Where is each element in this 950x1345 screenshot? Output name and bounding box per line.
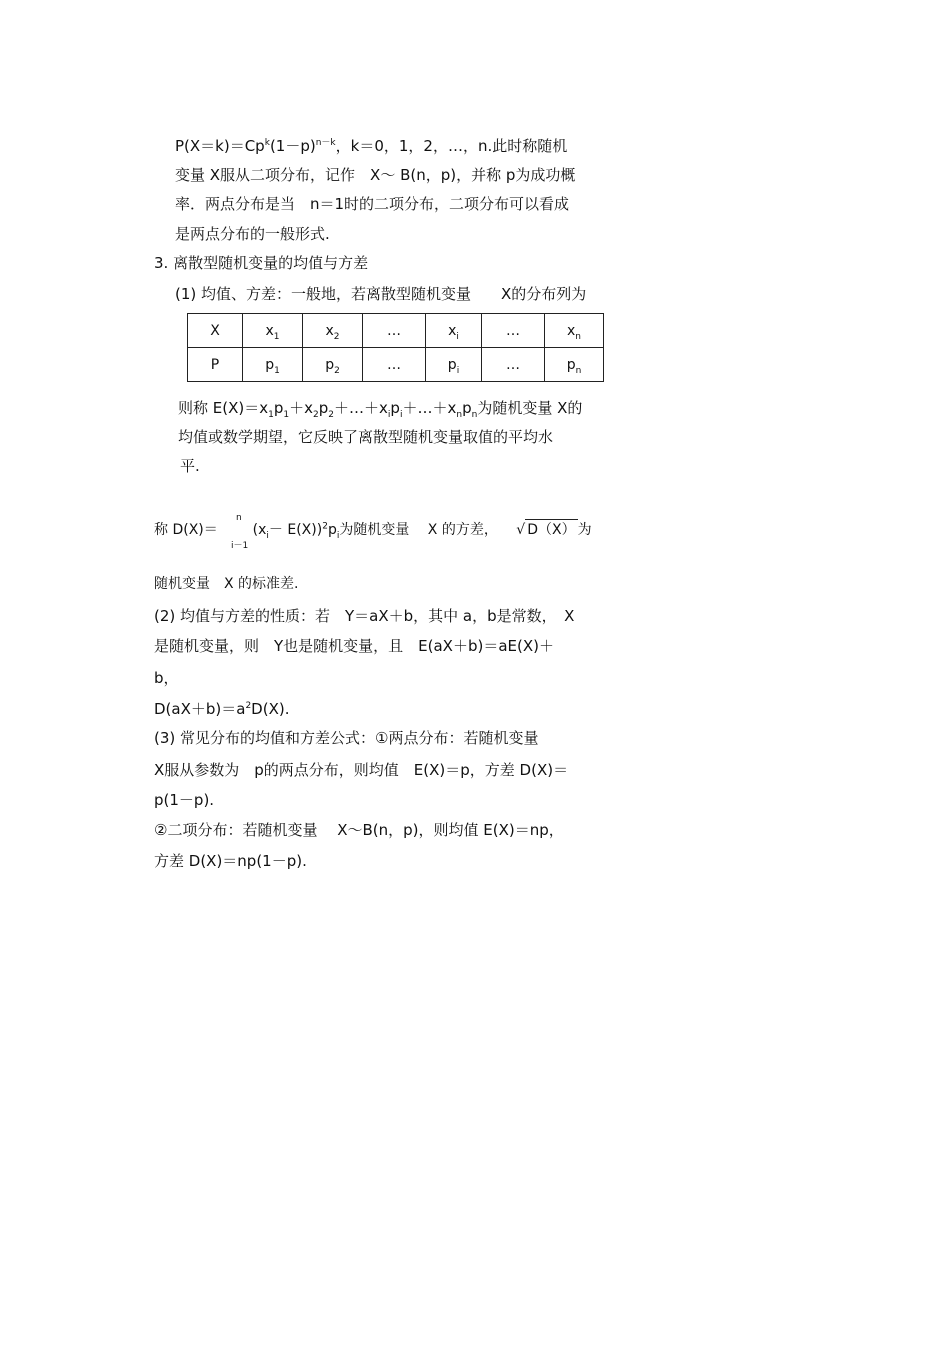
variance-line [154,519,592,540]
table-cell [303,314,363,348]
cell-text: x [325,322,334,339]
table-cell [363,348,426,382]
sub: 2 [313,410,319,420]
cell-sub: 2 [334,365,340,376]
cell-sub: i [456,365,460,376]
sub: i [266,530,269,541]
cell-sub: i [456,331,459,342]
properties-line-3: b， [154,669,179,687]
cell-text: p [447,356,457,373]
expectation-line-3: 平. [180,457,200,475]
cell-text: x [265,322,274,339]
text: ＋x [289,399,313,417]
text: D(aX＋b)＝a [154,700,246,718]
sup: 2 [322,521,328,532]
table-cell [363,314,426,348]
table-cell [188,348,243,382]
cell-text: P [210,356,220,373]
sub: n [471,410,478,420]
table-row-x [188,314,604,348]
common-line-3: p(1－p). [154,791,215,809]
paragraph-1: (1) 均值、方差：一般地，若离散型随机变量 X的分布列为 [175,285,587,303]
sup: 2 [245,701,252,711]
text: p [462,399,472,417]
sub: i [336,530,340,541]
common-line-4: ②二项分布：若随机变量 X～B(n，p)，则均值 E(X)＝np， [154,821,564,839]
sum-upper: n [236,513,242,523]
text: 称 D(X)＝ [154,522,218,538]
text: ＋…＋x [334,399,388,417]
sub: i [399,410,403,420]
binomial-line-1 [175,136,567,156]
sum-lower: i－1 [231,541,249,551]
cell-sub: 2 [333,331,340,342]
sup: n－k [315,138,336,148]
cell-sub: n [575,365,582,376]
text: 为随机变量 X 的方差， [339,522,498,538]
binomial-line-2: 变量 X服从二项分布，记作 X～ B(n，p)，并称 p为成功概 [175,166,576,184]
sup: k [264,138,270,148]
text: p [390,399,400,417]
table-cell [243,314,303,348]
sub: 1 [268,410,274,420]
sqrt-content: D（X） [525,519,577,540]
common-line-5: 方差 D(X)＝np(1－p). [154,852,307,870]
table-cell [482,348,545,382]
text: p [318,399,329,417]
cell-sub: n [575,331,581,342]
cell-text: x [566,322,576,339]
text: 为 [577,522,592,538]
binomial-line-4: 是两点分布的一般形式. [175,225,330,243]
text: ，k＝0，1，2，…，n.此时称随机 [335,137,568,155]
common-line-1: (3) 常见分布的均值和方差公式：①两点分布：若随机变量 [154,729,539,747]
table-cell [545,348,604,382]
text: D(X). [251,700,290,718]
text: ＋…＋x [402,399,457,417]
text: P(X＝k)＝Cp [175,137,265,155]
cell-text: p [265,356,275,373]
sub: 2 [328,410,334,420]
table-cell [545,314,604,348]
table-row-p [188,348,604,382]
text: 为随机变量 X的 [477,399,583,417]
cell-sub: 1 [274,365,280,376]
sqrt-sign: √ [516,522,526,538]
table-cell [303,348,363,382]
cell-text: … [506,322,520,339]
cell-text: … [506,356,520,373]
sub: i [387,410,391,420]
section-heading: 3. 离散型随机变量的均值与方差 [154,254,369,272]
table-cell [482,314,545,348]
properties-line-2: 是随机变量，则 Y也是随机变量，且 E(aX＋b)＝aE(X)＋ [154,637,554,655]
table-cell [243,348,303,382]
binomial-line-3: 率．两点分布是当 n＝1时的二项分布，二项分布可以看成 [175,195,570,213]
text: p [273,399,284,417]
cell-sub: 1 [273,331,280,342]
common-line-2: X服从参数为 p的两点分布，则均值 E(X)＝p，方差 D(X)＝ [154,761,569,779]
properties-line-4 [154,699,289,719]
text: (1－p) [269,137,316,155]
cell-text: … [387,322,401,339]
table-cell [426,348,482,382]
expectation-line-1 [178,398,582,418]
expectation-line-2: 均值或数学期望，它反映了离散型随机变量取值的平均水 [178,428,554,446]
text: 则称 E(X)＝x [178,399,269,417]
text: (x [252,522,267,538]
sub: n [456,410,463,420]
table-cell [426,314,482,348]
text: － E(X)) [268,522,323,538]
table-cell [188,314,243,348]
distribution-table [187,313,604,382]
properties-line-1: (2) 均值与方差的性质：若 Y＝aX＋b，其中 a，b是常数， X [154,607,575,625]
std-line: 随机变量 X 的标准差. [154,576,299,592]
cell-text: x [448,322,457,339]
cell-text: … [387,356,401,373]
sub: 1 [283,410,290,420]
cell-text: X [210,322,220,339]
text: p [327,522,337,538]
cell-text: p [566,356,576,373]
cell-text: p [325,356,335,373]
